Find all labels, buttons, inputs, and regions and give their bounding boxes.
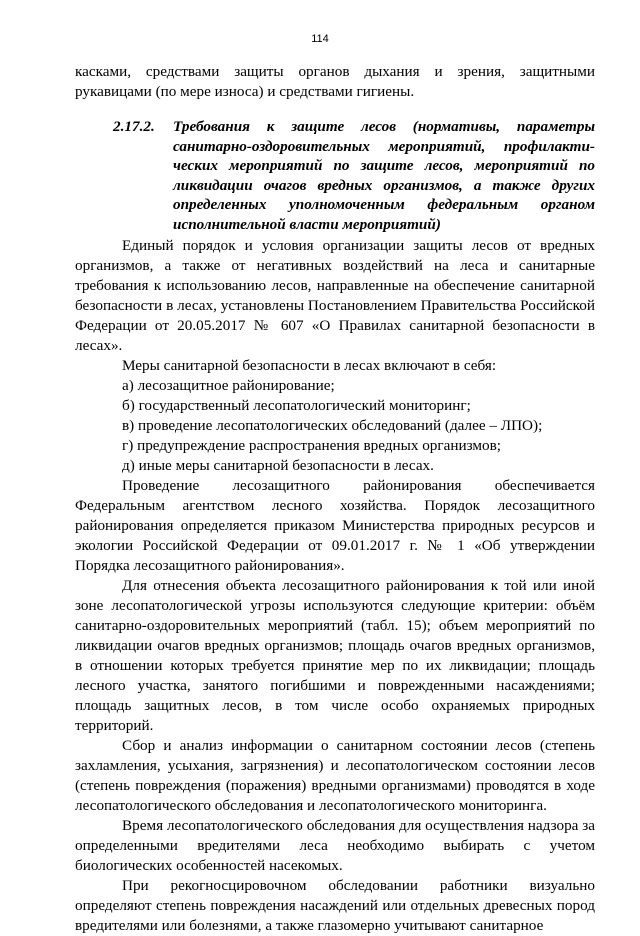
section-heading xyxy=(113,117,595,234)
list-item: д) иные меры санитарной безопасности в лесах. xyxy=(122,457,434,474)
list-item: а) лесозащитное районирование; xyxy=(122,377,335,394)
body-text xyxy=(75,236,595,936)
section-title: Требования к защите лесов (нормативы, параметры санитарно-оздоровительных мероприятий, профилакти-ческих мероприятий по защите лесов, мероприятий по ликвидации очагов вредных организмов, а также других определенных уполномоченным федеральным органом исполнительной власти мероприятий) xyxy=(173,118,595,233)
page-number: 114 xyxy=(311,33,329,45)
list-item: в) проведение лесопатологических обследований (далее – ЛПО); xyxy=(122,417,543,434)
paragraph: Для отнесения объекта лесозащитного районирования к той или иной зоне лесопатологической угрозы используются следующие критерии: объём санитарно-оздоровительных мероприятий (табл. 15); объем мероприятий по ликвидации очагов вредных организмов; площадь очагов вредных организмов, в отношении которых требуется принятие мер по их ликвидации; площадь лесного участка, занятого погибшими и поврежденными насаждениями; площадь защитных лесов, в том числе особо охраняемых природных территорий. xyxy=(75,577,595,734)
paragraph: Проведение лесозащитного районирования обеспечивается Федеральным агентством лесного хозяйства. Порядок лесозащитного районирования определяется приказом Министерства природных ресурсов и экологии Российской Федерации от 09.01.2017 г. № 1 «Об утверждении Порядка лесозащитного районирования». xyxy=(75,477,595,574)
paragraph: При рекогносцировочном обследовании работники визуально определяют степень повреждения насаждений или отдельных древесных пород вредителями или болезнями, а также глазомерно учитывают санитарное xyxy=(75,877,595,934)
list-item: г) предупреждение распространения вредных организмов; xyxy=(122,437,502,454)
paragraph: Единый порядок и условия организации защиты лесов от вредных организмов, а также от негативных воздействий на леса и санитарные требования к использованию лесов, направленные на обеспечение санитарной безопасности в лесах, установлены Постановлением Правительства Российской Федерации от 20.05.2017 № 607 «О Правилах санитарной безопасности в лесах». xyxy=(75,237,595,354)
list-item: б) государственный лесопатологический мониторинг; xyxy=(122,397,471,414)
paragraph: Сбор и анализ информации о санитарном состоянии лесов (степень захламления, усыхания, загрязнения) и лесопатологическом состоянии лесов (степень повреждения (поражения) вредными организмами) проводятся в ходе лесопатологического обследования и лесопатологического мониторинга. xyxy=(75,737,595,814)
paragraph: Время лесопатологического обследования для осуществления надзора за определенными вредителями леса необходимо выбирать с учетом биологических особенностей насекомых. xyxy=(75,817,595,874)
paragraph: Меры санитарной безопасности в лесах включают в себя: xyxy=(122,357,497,374)
intro-text: касками, средствами защиты органов дыхания и зрения, защитными рукавицами (по мере износа) и средствами гигиены. xyxy=(75,63,595,100)
section-number: 2.17.2. xyxy=(113,118,155,135)
intro-paragraph xyxy=(75,62,595,102)
